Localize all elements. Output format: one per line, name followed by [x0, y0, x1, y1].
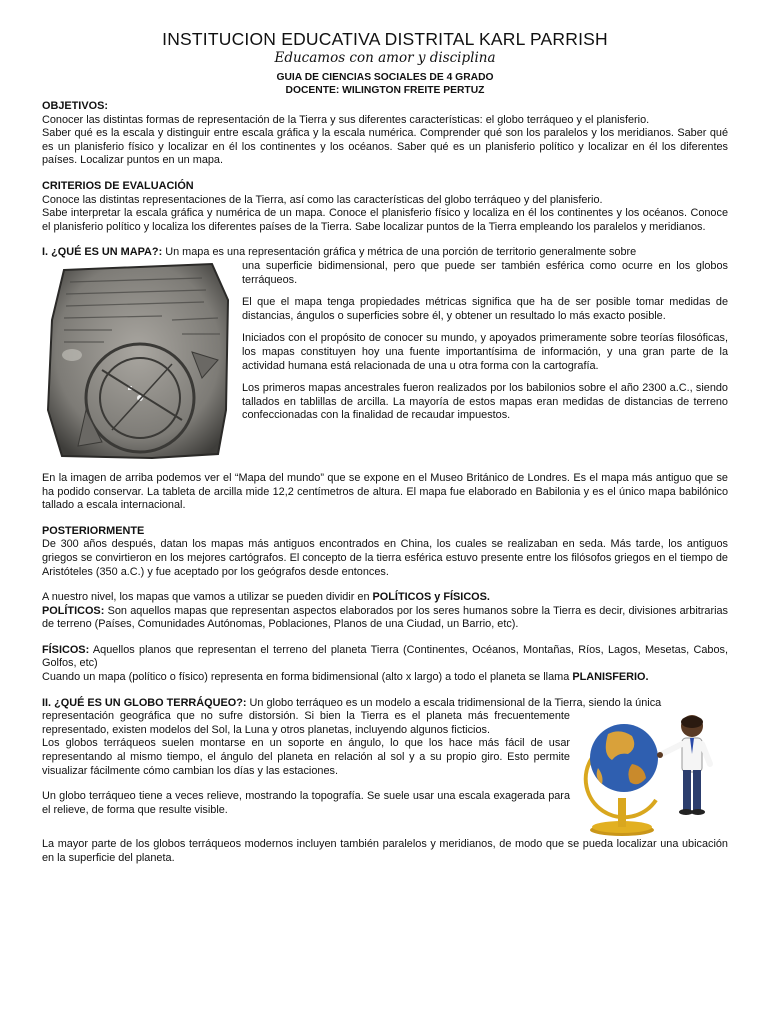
section1-p5: En la imagen de arriba podemos ver el “Mapa del mundo” que se expone en el Museo Británico de Londres. Es el mapa más antiguo que se ha podido conservar. La tableta de arcilla mide 12,2 centímetros de altura. El mapa fue elaborado en Babilonia y es el único mapa babilónico tallado a escala internacional. — [42, 471, 728, 512]
physical-definition — [42, 644, 728, 671]
guide-title: GUIA DE CIENCIAS SOCIALES DE 4 GRADO — [276, 72, 494, 83]
globe-with-boy-image — [580, 708, 728, 838]
planisphere-definition — [42, 671, 728, 685]
objectives-p1: Conocer las distintas formas de representación de la Tierra y sus diferentes características: el globo terráqueo y el planisferio. — [42, 113, 650, 126]
section1-p3: Iniciados con el propósito de conocer su mundo, y apoyados primeramente sobre teorías filosóficas, los mapas constituyen hoy una fuente importantísima de información, y una gran parte de la actividad humana está relacionada de una u otra forma con la cartografía. — [242, 332, 728, 372]
section2-intro-first: Un globo terráqueo es un modelo a escala tridimensional de la Tierra, siendo la única — [246, 696, 662, 709]
later-heading: POSTERIORMENTE — [42, 524, 145, 537]
physical-text: Aquellos planos que representan el terreno del planeta Tierra (Continentes, Océanos, Montañas, Ríos, Lagos, Mesetas, Cabos, Golfos, etc) — [42, 643, 728, 670]
political-text: Son aquellos mapas que representan aspectos elaborados por los seres humanos sobre la Tierra es decir, divisiones arbitrarias de terreno (Países, Comunidades Autónomas, Poblaciones, Planos de una Ciudad, un Barrio, etc). — [42, 604, 728, 631]
later-p2-bold: POLÍTICOS y FÍSICOS. — [372, 591, 490, 604]
physical-label: FÍSICOS: — [42, 643, 90, 656]
section2-p2: Los globos terráqueos suelen montarse en un soporte en ángulo, lo que los hace más fácil de usar representando al mismo tiempo, el ángulo del planeta en relación al sol y a su propio giro. Esto permite visualizar fácilmente cómo cambian los días y las estaciones. — [42, 737, 570, 777]
planisphere-bold: PLANISFERIO. — [572, 671, 649, 684]
later-p2 — [42, 591, 728, 605]
section1-p2: El que el mapa tenga propiedades métricas significa que ha de ser posible tomar medidas de distancias, ángulos o superficies sobre él, y obtener un resultado lo más exacto posible. — [242, 296, 728, 322]
section1-intro-rest: una superficie bidimensional, pero que puede ser también esférica como ocurre en los globos terráqueos. — [242, 259, 728, 286]
later-p2-start: A nuestro nivel, los mapas que vamos a utilizar se pueden dividir en — [42, 591, 373, 604]
criteria-p1: Conoce las distintas representaciones de la Tierra, así como las características del globo terráqueo y del planisferio. — [42, 193, 603, 206]
section2-p4: La mayor parte de los globos terráqueos modernos incluyen también paralelos y meridianos, de modo que se pueda localizar una ubicación en la superficie del planeta. — [42, 838, 728, 864]
section2-row — [42, 710, 728, 838]
section2-p3: Un globo terráqueo tiene a veces relieve, mostrando la topografía. Se suele usar una escala exagerada para el relieve, de forma que resulte visible. — [42, 790, 570, 816]
objectives-p2: Saber qué es la escala y distinguir entre escala gráfica y la escala numérica. Comprender qué son los paralelos y los meridianos. Saber qué es un planisferio físico y localizar en él los continentes y los océanos. Saber qué es un planisferio político y localizar en él los diferentes países. Localizar puntos en un mapa. — [42, 127, 728, 167]
criteria-p2: Sabe interpretar la escala gráfica y numérica de un mapa. Conoce el planisferio físico y localiza en él los continentes y los océanos. Conoce el planisferio político y localiza los diferentes países de la Tierra. Sabe localizar puntos de la Tierra empleando los paralelos y meridianos. — [42, 207, 728, 233]
section2-text-column — [42, 710, 570, 838]
teacher-name: DOCENTE: WILINGTON FREITE PERTUZ — [285, 84, 485, 96]
political-definition — [42, 605, 728, 632]
section1-text-column — [242, 260, 728, 460]
section1-p4: Los primeros mapas ancestrales fueron realizados por los babilonios sobre el año 2300 a.C., siendo tallados en tablillas de arcilla. La mayoría de estos mapas eran medidas de distancias de terreno confeccionadas con la finalidad de recaudar impuestos. — [242, 382, 728, 422]
section1-heading: I. ¿QUÉ ES UN MAPA?: — [42, 246, 163, 259]
criteria-heading: CRITERIOS DE EVALUACIÓN — [42, 179, 194, 192]
section1-intro — [42, 246, 728, 260]
section2-p1: representación geográfica que no sufre distorsión. Si bien la Tierra es el planeta más frecuentemente representado, existen modelos del Sol, la Luna y otros planetas, incluyendo algunos ficticios. — [42, 710, 570, 736]
section2-heading: II. ¿QUÉ ES UN GLOBO TERRÁQUEO?: — [42, 696, 247, 709]
institution-title: INSTITUCION EDUCATIVA DISTRITAL KARL PARRISH — [162, 29, 608, 49]
section1-row — [42, 260, 728, 460]
objectives-heading: OBJETIVOS: — [42, 100, 108, 112]
planisphere-text: Cuando un mapa (político o físico) representa en forma bidimensional (alto x largo) a todo el planeta se llama — [42, 671, 573, 684]
motto: Educamos con amor y disciplina — [274, 50, 496, 66]
section1-intro-first: Un mapa es una representación gráfica y métrica de una porción de territorio generalmente sobre — [165, 246, 637, 259]
later-p1: De 300 años después, datan los mapas más antiguos encontrados en China, los cuales se realizaban en seda. Más tarde, los antiguos griegos se convirtieron en los mejores cartógrafos. El concepto de la tierra esférica estuvo presente entre los filósofos griegos en el tiempo de Aristóteles (350 a.C.) y fue aceptado por los geógrafos desde entonces. — [42, 538, 728, 578]
document-page — [42, 28, 728, 865]
babylonian-map-tablet-image — [42, 260, 234, 460]
political-label: POLÍTICOS: — [42, 604, 105, 617]
